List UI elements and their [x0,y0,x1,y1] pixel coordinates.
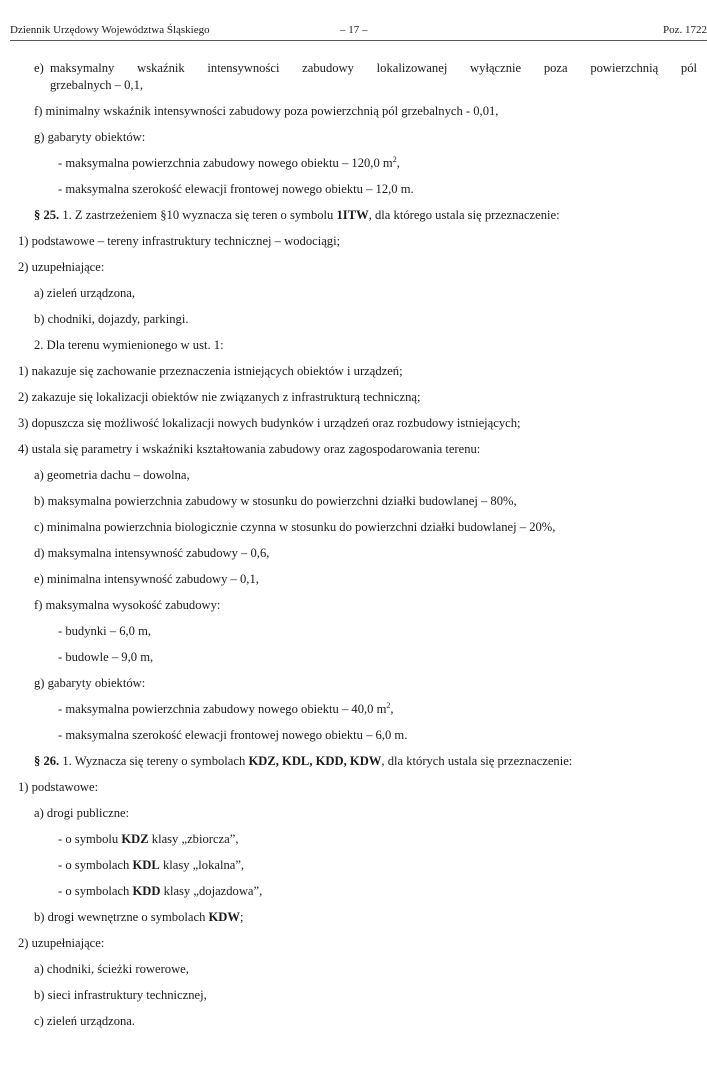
item-marker: e) [34,61,44,75]
s26-point-2a: a) chodniki, ścieżki rowerowe, [34,962,189,976]
page-number: – 17 – [340,24,368,36]
s26-point-2c: c) zieleń urządzona. [34,1014,136,1028]
item-g-width: - maksymalna szerokość elewacji frontowej nowego obiektu – 12,0 m. [58,182,414,196]
s25-param-g-width: - maksymalna szerokość elewacji frontowej nowego obiektu – 6,0 m. [58,728,408,742]
item-g: g) gabaryty obiektów: [34,130,146,144]
section-25-heading: § 25. 1. Z zastrzeżeniem §10 wyznacza się teren o symbolu 1ITW, dla którego ustala się przeznaczenie: [34,208,560,222]
s26-point-1: 1) podstawowe: [18,780,99,794]
s25-point-2: 2) uzupełniające: [18,260,105,274]
item-g-area: - maksymalna powierzchnia zabudowy nowego obiektu – 120,0 $m^2$, [58,154,400,170]
item-text: maksymalny wskaźnik intensywności zabudowy lokalizowanej wyłącznie poza powierzchnią pól [50,61,697,75]
position-number: Poz. 1722 [663,24,707,36]
s26-point-2: 2) uzupełniające: [18,936,105,950]
s25-param-d: d) maksymalna intensywność zabudowy – 0,6, [34,546,270,560]
journal-title: Dziennik Urzędowy Województwa Śląskiego [10,24,210,36]
s25-param-e: e) minimalna intensywność zabudowy – 0,1, [34,572,259,586]
s26-road-kdd: - o symbolach KDD klasy „dojazdowa”, [58,884,263,898]
s26-road-kdl: - o symbolach KDL klasy „lokalna”, [58,858,245,872]
s26-point-1a: a) drogi publiczne: [34,806,130,820]
s26-point-2b: b) sieci infrastruktury technicznej, [34,988,207,1002]
s26-road-kdz: - o symbolu KDZ klasy „zbiorcza”, [58,832,239,846]
s25-param-g: g) gabaryty obiektów: [34,676,146,690]
s25-param-f-buildings: - budynki – 6,0 m, [58,624,152,638]
item-f: f) minimalny wskaźnik intensywności zabudowy poza powierzchnią pól grzebalnych - 0,01, [34,104,499,118]
s25-ust2-point-1: 1) nakazuje się zachowanie przeznaczenia istniejących obiektów i urządzeń; [18,364,403,378]
item-e-line2: grzebalnych – 0,1, [50,78,144,92]
s25-param-g-area: - maksymalna powierzchnia zabudowy nowego obiektu – 40,0 $m^2$, [58,700,394,716]
s25-ust2-point-2: 2) zakazuje się lokalizacji obiektów nie związanych z infrastrukturą techniczną; [18,390,421,404]
section-26-heading: § 26. 1. Wyznacza się tereny o symbolach KDZ, KDL, KDD, KDW, dla których ustala się przeznaczenie: [34,754,573,768]
s25-point-2a: a) zieleń urządzona, [34,286,136,300]
s25-ust2-point-3: 3) dopuszcza się możliwość lokalizacji nowych budynków i urządzeń oraz rozbudowy istniejących; [18,416,521,430]
s25-ust-2: 2. Dla terenu wymienionego w ust. 1: [34,338,224,352]
s25-point-1: 1) podstawowe – tereny infrastruktury technicznej – wodociągi; [18,234,341,248]
s25-param-b: b) maksymalna powierzchnia zabudowy w stosunku do powierzchni działki budowlanej – 80%, [34,494,517,508]
s25-param-a: a) geometria dachu – dowolna, [34,468,190,482]
item-e-line1 [0,60,697,76]
s25-point-2b: b) chodniki, dojazdy, parkingi. [34,312,189,326]
s25-param-f: f) maksymalna wysokość zabudowy: [34,598,221,612]
s25-param-c: c) minimalna powierzchnia biologicznie czynna w stosunku do powierzchni działki budowlanej – 20%, [34,520,556,534]
s26-point-1b: b) drogi wewnętrzne o symbolach KDW; [34,910,244,924]
s25-ust2-point-4: 4) ustala się parametry i wskaźniki kształtowania zabudowy oraz zagospodarowania terenu: [18,442,481,456]
page-header [10,24,707,38]
header-divider [10,40,707,41]
s25-param-f-structures: - budowle – 9,0 m, [58,650,154,664]
